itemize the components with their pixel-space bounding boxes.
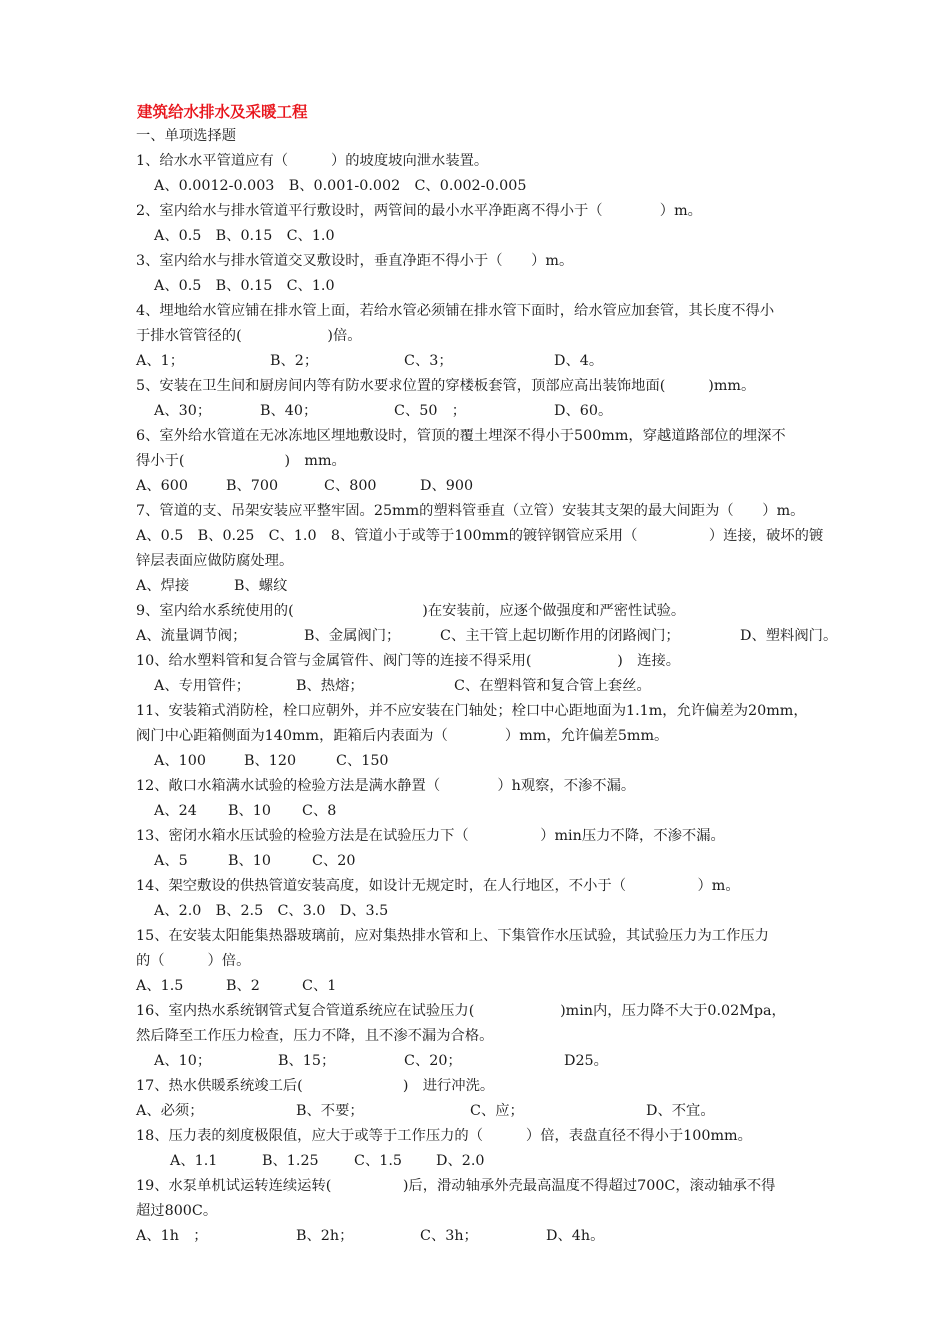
option-c: C、150 xyxy=(336,753,389,769)
option-b: B、金属阀门； xyxy=(304,628,401,644)
option-d: D、塑料阀门。 xyxy=(740,628,838,644)
option-c: C、50 ； xyxy=(394,403,467,419)
option-a: A、必须； xyxy=(136,1103,204,1119)
option-a: A、1h ； xyxy=(136,1228,208,1244)
option-c: C、20； xyxy=(404,1053,462,1069)
option-b: B、1.25 xyxy=(262,1153,319,1169)
option-b: B、螺纹 xyxy=(234,578,288,594)
option-b: B、不要； xyxy=(296,1103,364,1119)
question-16-cont: 然后降至工作压力检查，压力不降，且不渗不漏为合格。 xyxy=(136,1028,494,1044)
option-a: A、1.5 xyxy=(136,978,184,994)
question-15: 15、在安装太阳能集热器玻璃前，应对集热排水管和上、下集管作水压试验，其试验压力为工作压力 xyxy=(136,928,769,944)
options-2: A、0.5 B、0.15 C、1.0 xyxy=(154,228,335,244)
question-19-cont: 超过800C。 xyxy=(136,1203,218,1219)
question-9: 9、室内给水系统使用的( )在安装前，应逐个做强度和严密性试验。 xyxy=(136,603,686,619)
document-title: 建筑给水排水及采暖工程 xyxy=(137,103,308,121)
question-7: 7、管道的支、吊架安装应平整牢固。25mm的塑料管垂直（立管）安装其支架的最大间距为（ ）m。 xyxy=(136,503,805,519)
option-b: B、2h； xyxy=(296,1228,354,1244)
option-c: C、在塑料管和复合管上套丝。 xyxy=(454,678,651,694)
question-13: 13、密闭水箱水压试验的检验方法是在试验压力下（ ）min压力不降，不渗不漏。 xyxy=(136,828,725,844)
option-b: B、2 xyxy=(226,978,260,994)
question-4: 4、埋地给水管应铺在排水管上面，若给水管必须铺在排水管下面时，给水管应加套管，其长度不得小 xyxy=(136,303,775,319)
question-15-cont: 的（ ）倍。 xyxy=(136,953,251,969)
option-b: B、120 xyxy=(244,753,297,769)
option-b: B、2； xyxy=(270,353,319,369)
option-d: D、60。 xyxy=(554,403,613,419)
option-b: B、10 xyxy=(228,803,271,819)
option-d: D、4h。 xyxy=(546,1228,605,1244)
option-a: A、1； xyxy=(136,353,185,369)
option-c: C、3； xyxy=(404,353,453,369)
options-3: A、0.5 B、0.15 C、1.0 xyxy=(154,278,335,294)
option-a: A、10； xyxy=(154,1053,212,1069)
options-14: A、2.0 B、2.5 C、3.0 D、3.5 xyxy=(154,903,389,919)
question-1: 1、给水水平管道应有（ ）的坡度坡向泄水装置。 xyxy=(136,153,489,169)
question-10: 10、给水塑料管和复合管与金属管件、阀门等的连接不得采用( ) 连接。 xyxy=(136,653,681,669)
question-4-cont: 于排水管管径的( )倍。 xyxy=(136,328,362,344)
option-c: C、20 xyxy=(312,853,356,869)
question-8: A、0.5 B、0.25 C、1.0 8、管道小于或等于100mm的镀锌钢管应采用（ ）连接，破坏的镀 xyxy=(136,528,824,544)
option-b: B、热熔； xyxy=(296,678,364,694)
question-12: 12、敞口水箱满水试验的检验方法是满水静置（ ）h观察，不渗不漏。 xyxy=(136,778,636,794)
option-c: C、3h； xyxy=(420,1228,478,1244)
option-c: C、应； xyxy=(470,1103,524,1119)
option-a: A、100 xyxy=(154,753,206,769)
option-c: C、800 xyxy=(324,478,377,494)
option-d: D、4。 xyxy=(554,353,604,369)
option-c: C、1 xyxy=(302,978,337,994)
option-a: A、流量调节阀； xyxy=(136,628,247,644)
option-b: B、15； xyxy=(278,1053,336,1069)
question-6-cont: 得小于( ) mm。 xyxy=(136,453,346,469)
option-a: A、专用管件； xyxy=(154,678,251,694)
question-3: 3、室内给水与排水管道交叉敷设时，垂直净距不得小于（ ）m。 xyxy=(136,253,574,269)
option-a: A、5 xyxy=(154,853,188,869)
option-c: C、1.5 xyxy=(354,1153,402,1169)
option-d: D25。 xyxy=(564,1053,608,1069)
question-19: 19、水泵单机试运转连续运转( )后，滑动轴承外壳最高温度不得超过700C，滚动轴承不得 xyxy=(136,1178,776,1194)
question-14: 14、架空敷设的供热管道安装高度，如设计无规定时，在人行地区，不小于（ ）m。 xyxy=(136,878,740,894)
option-a: A、600 xyxy=(136,478,188,494)
option-a: A、30； xyxy=(154,403,212,419)
option-d: D、900 xyxy=(420,478,474,494)
question-11: 11、安装箱式消防栓，栓口应朝外，并不应安装在门轴处；栓口中心距地面为1.1m，允许偏差为20mm， xyxy=(136,703,808,719)
option-b: B、10 xyxy=(228,853,271,869)
question-18: 18、压力表的刻度极限值，应大于或等于工作压力的（ ）倍，表盘直径不得小于100mm。 xyxy=(136,1128,752,1144)
option-a: A、24 xyxy=(154,803,197,819)
option-c: C、主干管上起切断作用的闭路阀门； xyxy=(440,628,680,644)
option-c: C、8 xyxy=(302,803,337,819)
option-a: A、1.1 xyxy=(170,1153,218,1169)
question-8-cont: 锌层表面应做防腐处理。 xyxy=(136,553,294,569)
section-heading: 一、单项选择题 xyxy=(136,128,237,144)
question-11-cont: 阀门中心距箱侧面为140mm，距箱后内表面为（ ）mm，允许偏差5mm。 xyxy=(136,728,669,744)
option-d: D、不宜。 xyxy=(646,1103,715,1119)
option-b: B、40； xyxy=(260,403,318,419)
option-a: A、焊接 xyxy=(136,578,190,594)
question-6: 6、室外给水管道在无冰冻地区埋地敷设时，管顶的覆土埋深不得小于500mm，穿越道路部位的埋深不 xyxy=(136,428,786,444)
question-5: 5、安装在卫生间和厨房间内等有防水要求位置的穿楼板套管，顶部应高出装饰地面( )mm。 xyxy=(136,378,756,394)
option-b: B、700 xyxy=(226,478,279,494)
question-2: 2、室内给水与排水管道平行敷设时，两管间的最小水平净距离不得小于（ ）m。 xyxy=(136,203,702,219)
question-17: 17、热水供暖系统竣工后( ) 进行冲洗。 xyxy=(136,1078,495,1094)
question-16: 16、室内热水系统钢管式复合管道系统应在试验压力( )min内，压力降不大于0.02Mpa， xyxy=(136,1003,786,1019)
option-d: D、2.0 xyxy=(436,1153,485,1169)
options-1: A、0.0012-0.003 B、0.001-0.002 C、0.002-0.005 xyxy=(154,178,527,194)
